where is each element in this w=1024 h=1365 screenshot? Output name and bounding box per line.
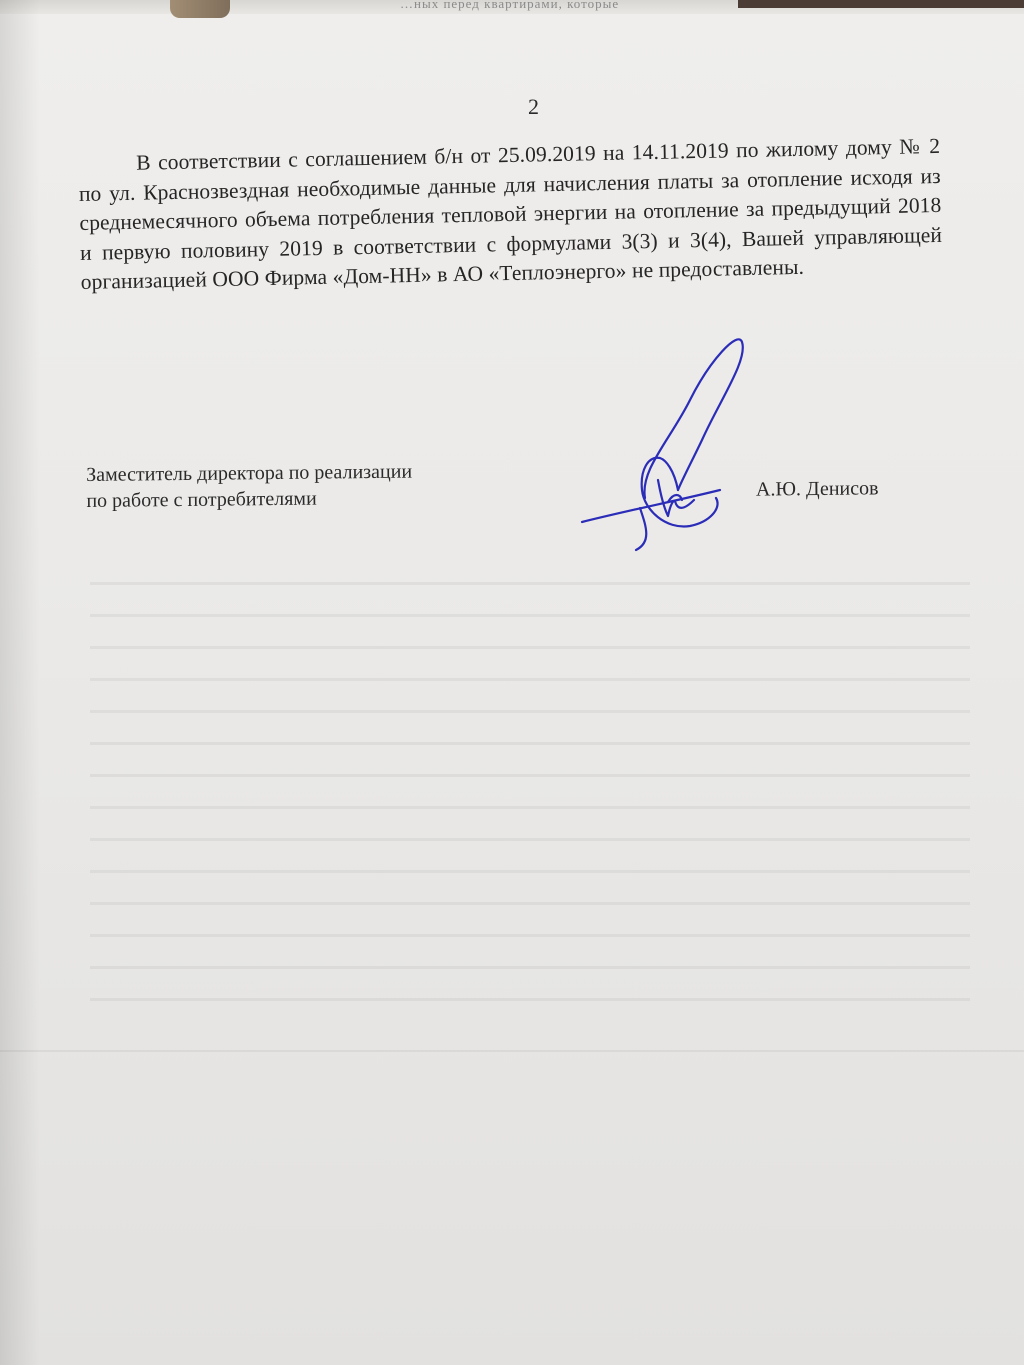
- page-shadow: [0, 0, 40, 1365]
- signer-title: [86, 459, 413, 514]
- handwritten-signature: [570, 330, 770, 560]
- page-fold: [0, 1050, 1024, 1052]
- background-partial-text: …ных перед квартирами, которые: [400, 0, 620, 11]
- show-through-text: [90, 560, 970, 1020]
- background-object: [170, 0, 230, 18]
- letter-paragraph: В соответствии с соглашением б/н от 25.09.2019 на 14.11.2019 по жилому дому № 2 по ул. Краснозвездная необходимые данные для начисления платы за отопление исходя из среднемесячного объема потребления тепловой энергии на отопление за предыдущий 2018 и первую половину 2019 в соответствии с формулами 3(3) и 3(4), Вашей управляющей организацией ООО Фирма «Дом-НН» в АО «Теплоэнерго» не предоставлены.: [78, 133, 943, 294]
- signer-name: А.Ю. Денисов: [755, 477, 879, 501]
- signer-title-line: Заместитель директора по реализации: [86, 460, 413, 486]
- page-number: 2: [528, 94, 539, 119]
- background-object: [738, 0, 1024, 8]
- signer-title-line: по работе с потребителями: [86, 487, 317, 512]
